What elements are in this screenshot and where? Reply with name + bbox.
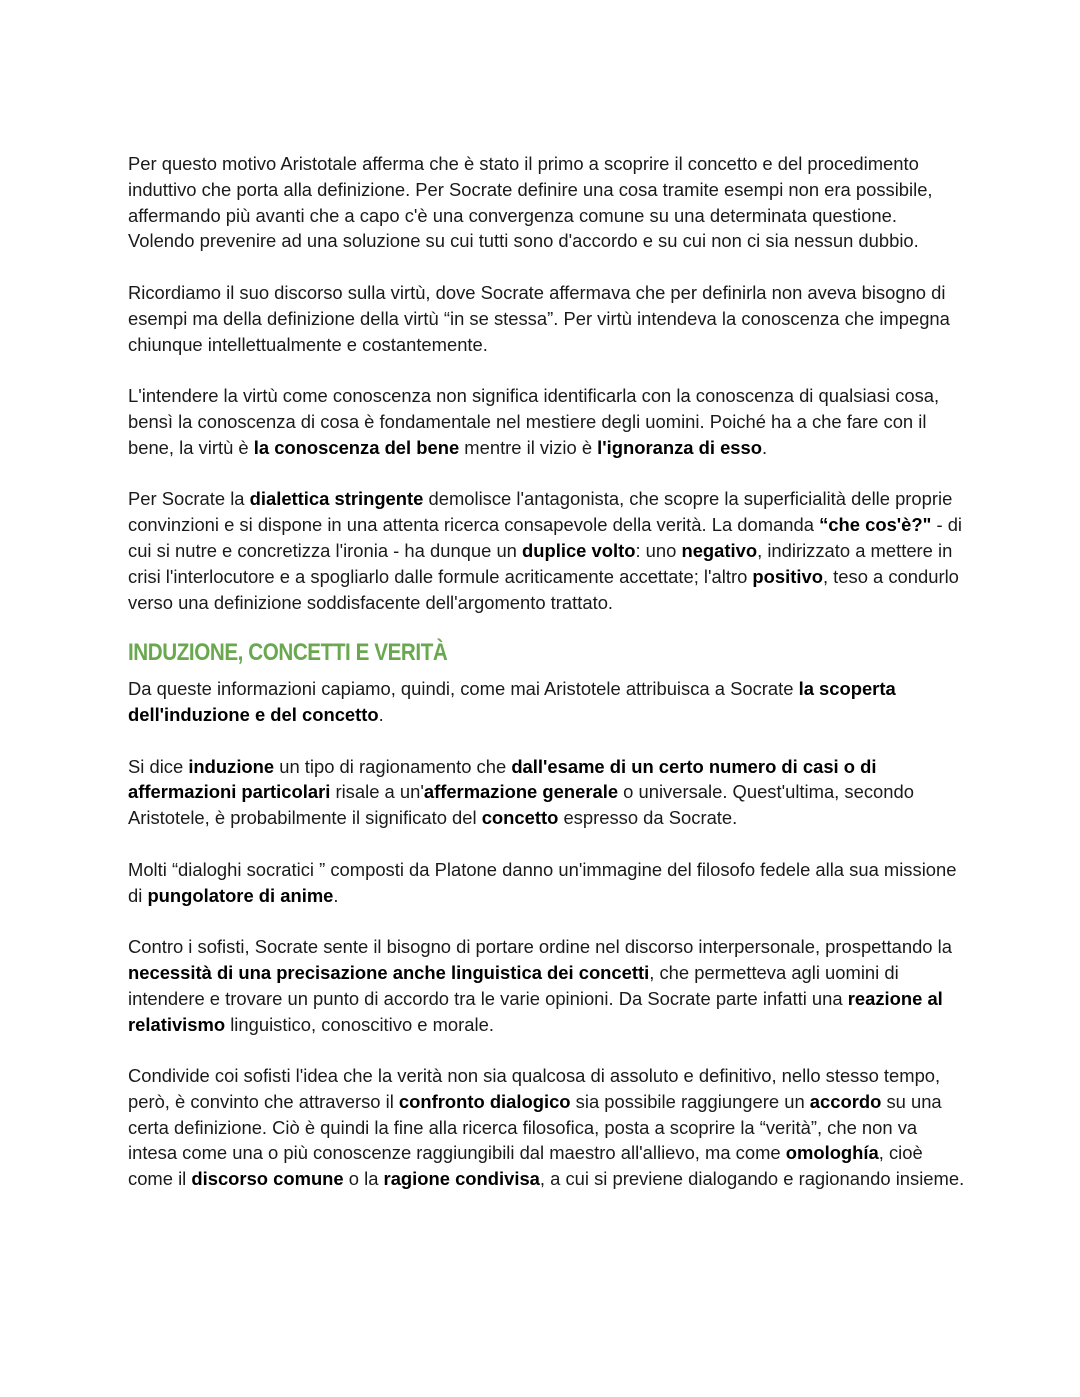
bold-text: necessità di una precisazione anche linguistica dei concetti xyxy=(128,961,650,983)
document-page xyxy=(128,151,968,1218)
bold-text: dialettica stringente xyxy=(249,488,424,510)
paragraph xyxy=(128,676,968,728)
paragraph xyxy=(128,486,968,615)
text-run: - di cui si nutre e concretizza l'ironia - ha dunque un xyxy=(128,514,963,561)
text-run: o universale. Quest'ultima, secondo Aristotele, è probabilmente il significato del xyxy=(128,781,914,829)
text-run: su una certa definizione. Ciò è quindi la fine alla ricerca filosofica, posta a scoprire la “verità”, che non va intesa come una o più conoscenze raggiungibili dal maestro all'allievo, ma come xyxy=(128,1090,942,1164)
text-run: Si dice xyxy=(128,755,189,777)
paragraph xyxy=(128,151,968,254)
bold-text: concetto xyxy=(481,807,559,829)
text-run: Condivide coi sofisti l'idea che la verità non sia qualcosa di assoluto e definitivo, nello stesso tempo, però, è convinto che attraverso il xyxy=(128,1065,941,1112)
paragraph xyxy=(128,383,968,460)
text-run: demolisce l'antagonista, che scopre la superficialità delle proprie convinzioni e si dispone in una attenta ricerca consapevole della verità. La domanda xyxy=(128,488,953,536)
paragraph xyxy=(128,934,968,1037)
paragraph xyxy=(128,1063,968,1192)
paragraphs-before xyxy=(128,151,968,615)
text-run: mentre il vizio è xyxy=(459,436,598,458)
text-run: espresso da Socrate. xyxy=(558,807,738,829)
text-run: Per Socrate la xyxy=(128,488,250,510)
text-run: : uno xyxy=(635,539,682,561)
text-run: , teso a condurlo verso una definizione soddisfacente dell'argomento trattato. xyxy=(128,565,959,613)
bold-text: omologhía xyxy=(785,1142,879,1164)
text-run: , che permetteva agli uomini di intendere e trovare un punto di accordo tra le varie opinioni. Da Socrate parte infatti una xyxy=(128,961,899,1009)
text-run: Molti “dialoghi socratici ” composti da Platone danno un'immagine del filosofo fedele alla sua missione di xyxy=(128,858,957,906)
bold-text: “che cos'è?" xyxy=(819,514,932,536)
bold-text: pungolatore di anime xyxy=(147,884,334,906)
paragraph xyxy=(128,857,968,909)
bold-text: duplice volto xyxy=(522,539,636,561)
text-run: risale a un' xyxy=(330,781,424,803)
text-run: . xyxy=(378,703,384,725)
bold-text: ragione condivisa xyxy=(383,1168,540,1190)
bold-text: confronto dialogico xyxy=(398,1090,571,1112)
text-run: Per questo motivo Aristotale afferma che è stato il primo a scoprire il concetto e del procedimento induttivo che porta alla definizione. Per Socrate definire una cosa tramite esempi non era possibile, affermando più avanti che a capo c'è una convergenza comune su una determinata questione. Volendo prevenire ad una soluzione su cui tutti sono d'accordo e su cui non ci sia nessun dubbio. xyxy=(128,153,933,252)
text-run: . xyxy=(762,436,768,458)
bold-text: dall'esame di un certo numero di casi o di affermazioni particolari xyxy=(128,755,877,803)
text-run: sia possibile raggiungere un xyxy=(570,1090,810,1112)
text-run: Da queste informazioni capiamo, quindi, come mai Aristotele attribuisca a Socrate xyxy=(128,678,799,700)
bold-text: discorso comune xyxy=(191,1168,344,1190)
bold-text: l'ignoranza di esso xyxy=(597,436,762,458)
text-run: , indirizzato a mettere in crisi l'interlocutore e a spogliarlo dalle formule acriticamente accettate; l'altro xyxy=(128,539,953,587)
bold-text: positivo xyxy=(752,565,823,587)
text-run: un tipo di ragionamento che xyxy=(274,755,512,777)
paragraphs-after xyxy=(128,676,968,1192)
bold-text: accordo xyxy=(809,1090,882,1112)
paragraph xyxy=(128,280,968,357)
text-run: o la xyxy=(343,1168,384,1190)
text-run: , a cui si previene dialogando e ragionando insieme. xyxy=(539,1168,965,1190)
text-run: L'intendere la virtù come conoscenza non significa identificarla con la conoscenza di qualsiasi cosa, bensì la conoscenza di cosa è fondamentale nel mestiere degli uomini. Poiché ha a che fare con il bene, la virtù è xyxy=(128,385,940,458)
bold-text: la conoscenza del bene xyxy=(253,436,460,458)
text-run: , cioè come il xyxy=(128,1142,923,1190)
text-run: Contro i sofisti, Socrate sente il bisogno di portare ordine nel discorso interpersonale, prospettando la xyxy=(128,936,952,958)
bold-text: affermazione generale xyxy=(423,781,619,803)
text-run: . xyxy=(333,884,339,906)
text-run: Ricordiamo il suo discorso sulla virtù, dove Socrate affermava che per definirla non aveva bisogno di esempi ma della definizione della virtù “in se stessa”. Per virtù intendeva la conoscenza che impegna chiunque intellettualmente e costantemente. xyxy=(128,281,950,355)
bold-text: la scoperta dell'induzione e del concetto xyxy=(128,678,896,725)
text-run: linguistico, conoscitivo e morale. xyxy=(225,1013,494,1035)
bold-text: negativo xyxy=(681,539,758,561)
section-heading: INDUZIONE, CONCETTI E VERITÀ xyxy=(128,639,448,667)
bold-text: induzione xyxy=(188,755,275,777)
bold-text: reazione al relativismo xyxy=(128,987,943,1035)
paragraph xyxy=(128,754,968,831)
